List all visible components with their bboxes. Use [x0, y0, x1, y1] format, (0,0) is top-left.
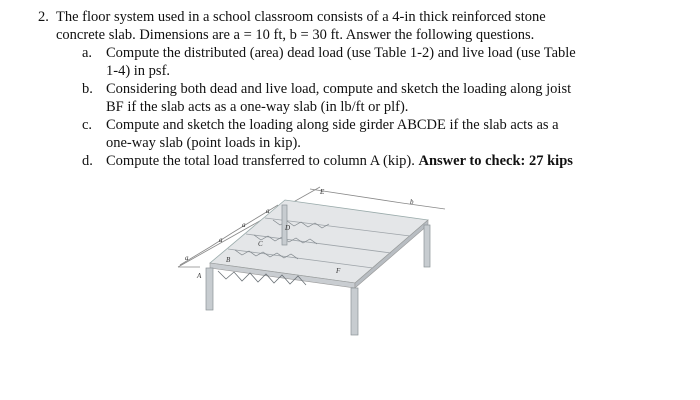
item-d-text: Compute the total load transferred to column A (kip).	[106, 153, 415, 169]
intro-line-1: The floor system used in a school classroom consists of a 4-in thick reinforced stone	[56, 9, 546, 25]
item-b-label: b.	[82, 81, 93, 97]
item-a-line-2: 1-4) in psf.	[106, 63, 171, 79]
problem-number: 2.	[38, 9, 49, 25]
dim-label-a4: a	[266, 207, 270, 215]
item-c-line-2: one-way slab (point loads in kip).	[106, 135, 301, 151]
item-d-line-1	[106, 153, 573, 171]
item-b-line-2: BF if the slab acts as a one-way slab (in lb/ft or plf).	[106, 99, 409, 115]
item-c-label: c.	[82, 117, 93, 133]
dim-label-b: b	[410, 198, 414, 206]
point-label-a: A	[197, 272, 202, 280]
item-d-label: d.	[82, 153, 93, 169]
dim-label-a1: a	[185, 254, 189, 262]
point-label-b: B	[226, 256, 231, 264]
floor-system-figure	[170, 175, 460, 345]
point-label-e: E	[320, 188, 325, 196]
intro-line-2: concrete slab. Dimensions are a = 10 ft, b = 30 ft. Answer the following questions.	[56, 27, 535, 43]
item-a-line-1: Compute the distributed (area) dead load (use Table 1-2) and live load (use Table	[106, 45, 576, 61]
point-label-c: C	[258, 240, 263, 248]
item-b-line-1: Considering both dead and live load, compute and sketch the loading along joist	[106, 81, 572, 97]
item-a-label: a.	[82, 45, 93, 61]
dim-label-a3: a	[242, 221, 246, 229]
item-c-line-1: Compute and sketch the loading along side girder ABCDE if the slab acts as a	[106, 117, 559, 133]
point-label-f: F	[336, 267, 341, 275]
point-label-d: D	[285, 224, 291, 232]
dim-label-a2: a	[219, 236, 223, 244]
answer-to-check: Answer to check: 27 kips	[418, 153, 573, 169]
